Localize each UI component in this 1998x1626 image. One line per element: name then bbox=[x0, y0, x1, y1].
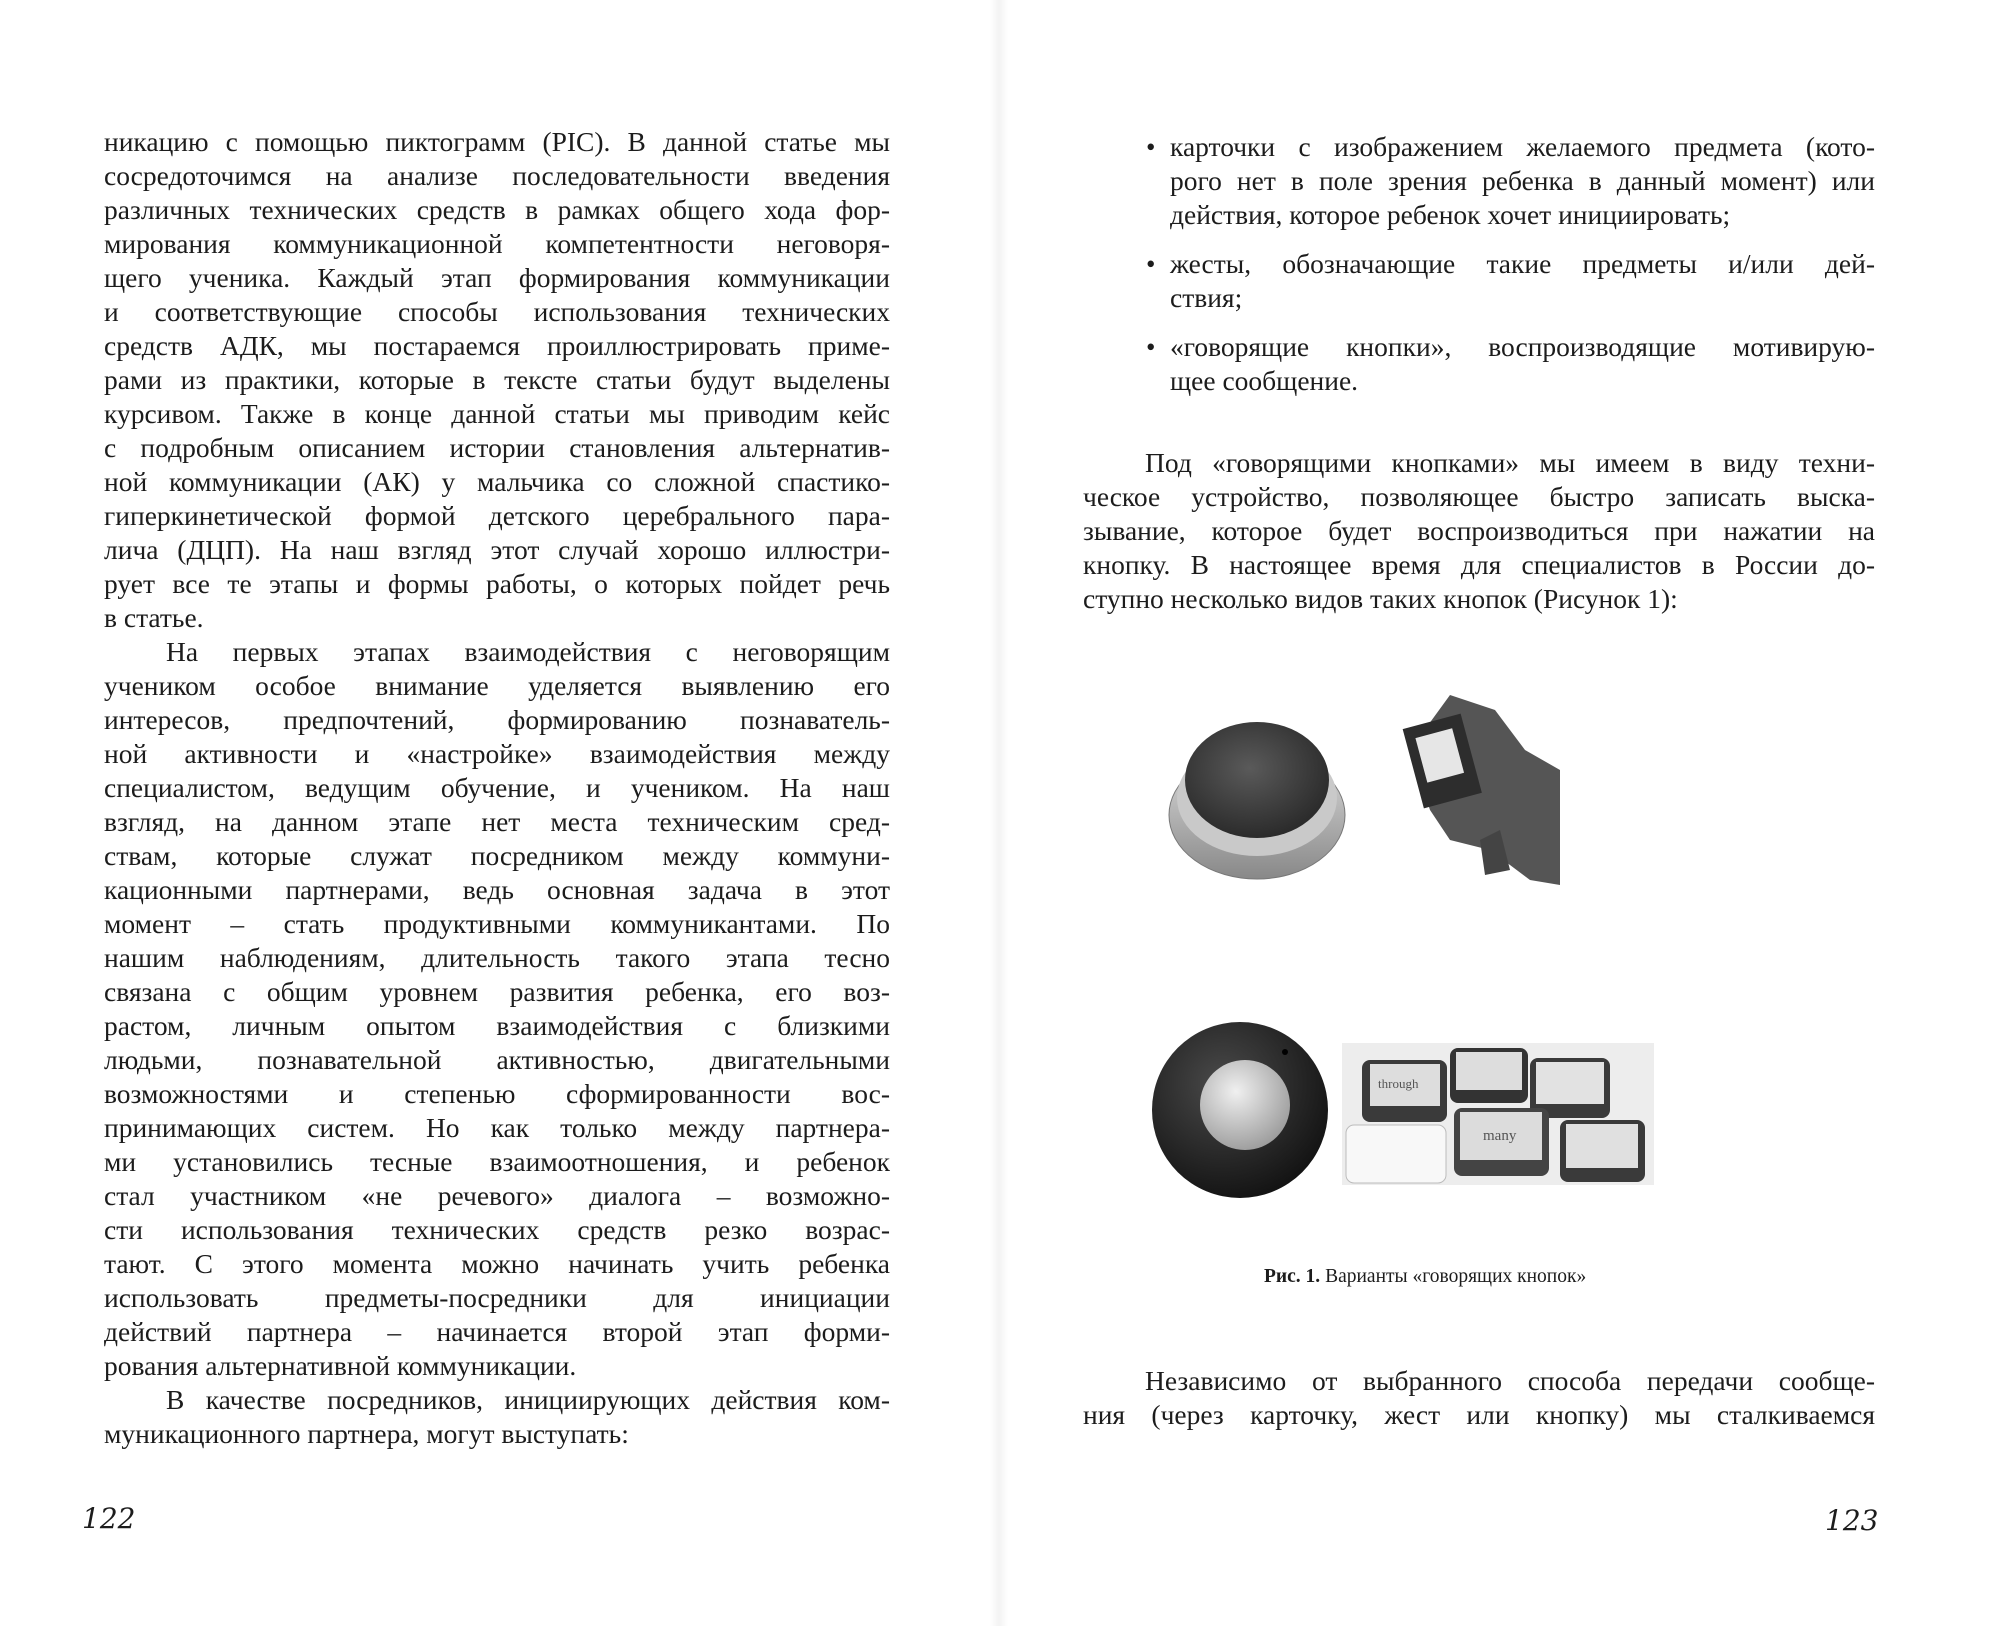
round-black-button-photo bbox=[1152, 1022, 1328, 1198]
text-line: ступно несколько видов таких кнопок (Рисунок 1): bbox=[1083, 583, 1678, 614]
text-line: ствия; bbox=[1170, 282, 1243, 313]
text-line: людьми, познавательной активностью, двигательными bbox=[104, 1044, 890, 1075]
text-line: растом, личным опытом взаимодействия с близкими bbox=[104, 1010, 890, 1041]
bullet-icon: • bbox=[1146, 132, 1156, 162]
text-line: в статье. bbox=[104, 602, 204, 633]
text-line: рования альтернативной коммуникации. bbox=[104, 1350, 577, 1381]
text-line: ной активности и «настройке» взаимодействия между bbox=[104, 738, 890, 769]
paragraph-talking-buttons bbox=[1083, 446, 1875, 616]
text-line: жесты, обозначающие такие предметы и/или дей- bbox=[1170, 248, 1875, 279]
bullet-icon: • bbox=[1146, 249, 1156, 279]
figure-caption bbox=[1264, 1266, 1586, 1288]
text-line: муникационного партнера, могут выступать: bbox=[104, 1418, 629, 1449]
text-line: щее сообщение. bbox=[1170, 365, 1359, 396]
text-line: курсивом. Также в конце данной статьи мы приводим кейс bbox=[104, 398, 890, 429]
text-line: интересов, предпочтений, формированию познаватель- bbox=[104, 704, 890, 735]
text-line: действий партнера – начинается второй этап форми- bbox=[104, 1316, 890, 1347]
square-buttons-photo bbox=[1342, 1043, 1654, 1185]
figure-talking-buttons bbox=[1150, 690, 1760, 1230]
text-line: щего ученика. Каждый этап формирования коммуникации bbox=[104, 262, 890, 293]
text-line: гиперкинетической формой детского церебрального пара- bbox=[104, 500, 890, 531]
text-line: возможностями и степенью сформированности вос- bbox=[104, 1078, 890, 1109]
big-red-button-photo bbox=[1169, 722, 1345, 879]
text-line: ния (через карточку, жест или кнопку) мы сталкиваемся bbox=[1083, 1399, 1875, 1430]
text-line: с подробным описанием истории становления альтернатив- bbox=[104, 432, 890, 463]
page-number-right: 123 bbox=[1825, 1504, 1879, 1537]
text-line: рует все те этапы и формы работы, о которых пойдет речь bbox=[104, 568, 890, 599]
text-line: мирования коммуникационной компетентности неговоря- bbox=[104, 228, 890, 259]
bullet-item bbox=[1146, 130, 1875, 232]
text-line: сти использования технических средств резко возрас- bbox=[104, 1214, 890, 1245]
figure-caption-label: Рис. 1. bbox=[1264, 1266, 1321, 1287]
bullet-list bbox=[1146, 130, 1875, 398]
text-line: кационными партнерами, ведь основная задача в этот bbox=[104, 874, 890, 905]
hand-with-card-device-photo bbox=[1403, 695, 1560, 885]
text-line: Независимо от выбранного способа передачи сообще- bbox=[1145, 1365, 1875, 1396]
button-label-through: through bbox=[1378, 1076, 1419, 1091]
text-line: и соответствующие способы использования технических bbox=[104, 296, 890, 327]
figure-caption-text: Варианты «говорящих кнопок» bbox=[1320, 1266, 1587, 1287]
text-line: На первых этапах взаимодействия с неговорящим bbox=[166, 636, 890, 667]
text-line: нашим наблюдениям, длительность такого этапа тесно bbox=[104, 942, 890, 973]
text-line: стал участником «не речевого» диалога – возможно- bbox=[104, 1180, 890, 1211]
text-line: «говорящие кнопки», воспроизводящие мотивирую- bbox=[1170, 331, 1875, 362]
text-line: средств АДК, мы постараемся проиллюстрировать приме- bbox=[104, 330, 890, 361]
text-line: использовать предметы-посредники для инициации bbox=[104, 1282, 890, 1313]
text-line: Под «говорящими кнопками» мы имеем в виду техни- bbox=[1145, 447, 1875, 478]
text-line: связана с общим уровнем развития ребенка, его воз- bbox=[104, 976, 890, 1007]
text-line: специалистом, ведущим обучение, и учеником. На наш bbox=[104, 772, 890, 803]
text-line: рого нет в поле зрения ребенка в данный момент) или bbox=[1170, 165, 1875, 196]
text-line: В качестве посредников, инициирующих действия ком- bbox=[166, 1384, 890, 1415]
text-line: принимающих систем. Но как только между партнера- bbox=[104, 1112, 890, 1143]
left-page-text bbox=[104, 125, 890, 1451]
bullet-item bbox=[1146, 330, 1875, 398]
text-line: ной коммуникации (АК) у мальчика со сложной спастико- bbox=[104, 466, 890, 497]
text-line: рами из практики, которые в тексте статьи будут выделены bbox=[104, 364, 890, 395]
text-line: ческое устройство, позволяющее быстро записать выска- bbox=[1083, 481, 1875, 512]
text-line: лича (ДЦП). На наш взгляд этот случай хорошо иллюстри- bbox=[104, 534, 890, 565]
text-line: сосредоточимся на анализе последовательности введения bbox=[104, 160, 890, 191]
text-line: зывание, которое будет воспроизводиться при нажатии на bbox=[1083, 515, 1875, 546]
text-line: взгляд, на данном этапе нет места техническим сред- bbox=[104, 806, 890, 837]
text-line: действия, которое ребенок хочет инициировать; bbox=[1170, 199, 1731, 230]
paragraph-regardless bbox=[1083, 1364, 1875, 1432]
text-line: никацию с помощью пиктограмм (PIC). В данной статье мы bbox=[104, 126, 890, 157]
bullet-item bbox=[1146, 247, 1875, 315]
text-line: карточки с изображением желаемого предмета (кото- bbox=[1170, 131, 1875, 162]
text-line: кнопку. В настоящее время для специалистов в России до- bbox=[1083, 549, 1875, 580]
button-label-many: many bbox=[1483, 1128, 1517, 1144]
text-line: ми установились тесные взаимоотношения, и ребенок bbox=[104, 1146, 890, 1177]
page-number-left: 122 bbox=[82, 1502, 136, 1535]
text-line: различных технических средств в рамках общего хода фор- bbox=[104, 194, 890, 225]
bullet-icon: • bbox=[1146, 332, 1156, 362]
right-page bbox=[999, 0, 1998, 1626]
text-line: момент – стать продуктивными коммуникантами. По bbox=[104, 908, 890, 939]
text-line: тают. С этого момента можно начинать учить ребенка bbox=[104, 1248, 890, 1279]
text-line: учеником особое внимание уделяется выявлению его bbox=[104, 670, 890, 701]
text-line: ствам, которые служат посредником между коммуни- bbox=[104, 840, 890, 871]
